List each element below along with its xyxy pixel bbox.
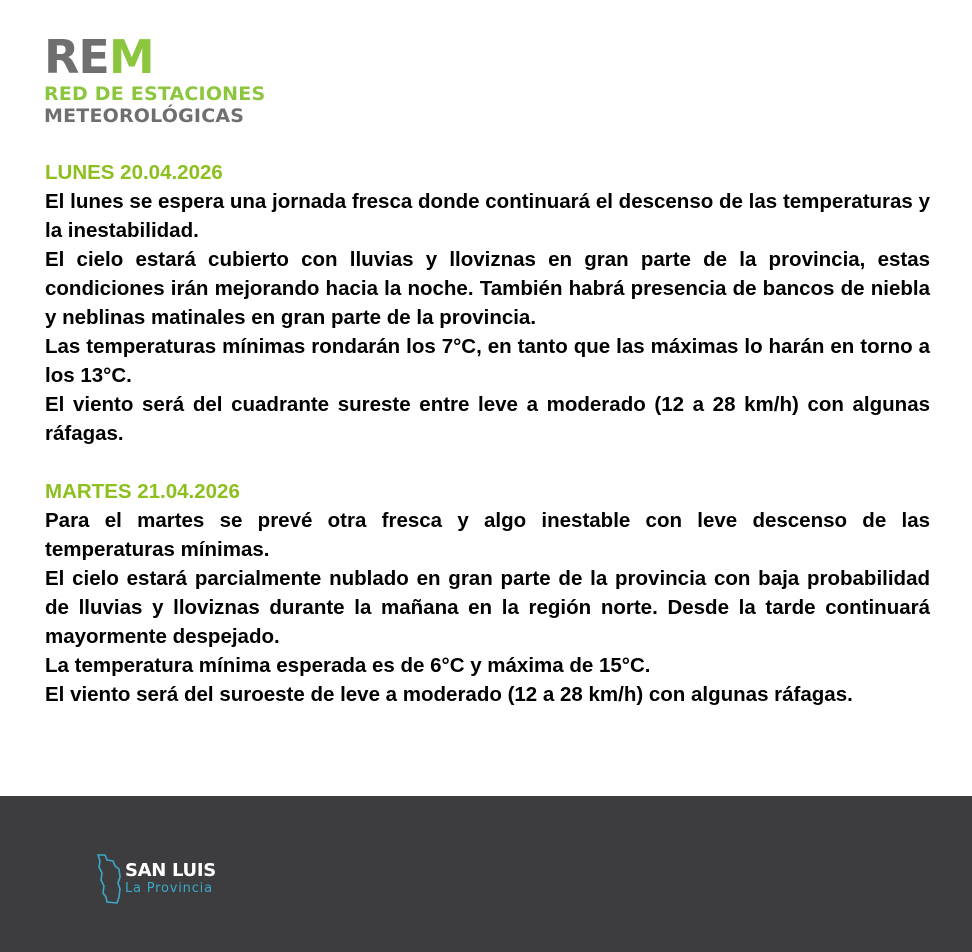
forecast-day-tuesday bbox=[45, 477, 930, 709]
province-subtitle: La Provincia bbox=[125, 881, 213, 896]
san-luis-map-icon bbox=[95, 853, 123, 905]
forecast-paragraph: El viento será del cuadrante sureste entre leve a moderado (12 a 28 km/h) con algunas ráfagas. bbox=[45, 393, 930, 445]
rem-logo-m: M bbox=[108, 30, 154, 84]
forecast-day-monday bbox=[45, 158, 930, 448]
forecast-paragraph: Las temperaturas mínimas rondarán los 7°C, en tanto que las máximas lo harán en torno a los 13°C. bbox=[45, 335, 930, 387]
day-heading: LUNES 20.04.2026 bbox=[45, 161, 223, 184]
rem-logo-line2: METEOROLÓGICAS bbox=[44, 105, 245, 127]
province-name: SAN LUIS bbox=[125, 860, 216, 881]
section-spacer bbox=[45, 448, 930, 477]
forecast-paragraph: El cielo estará cubierto con lluvias y lloviznas en gran parte de la provincia, estas condiciones irán mejorando hacia la noche. También habrá presencia de bancos de niebla y neblinas matinales en gran parte de la provincia. bbox=[45, 248, 930, 329]
forecast-content bbox=[45, 158, 930, 709]
footer-bar bbox=[0, 796, 972, 952]
rem-logo-re: RE bbox=[44, 30, 109, 84]
san-luis-logo bbox=[95, 853, 225, 905]
forecast-paragraph: El lunes se espera una jornada fresca donde continuará el descenso de las temperaturas y la inestabilidad. bbox=[45, 190, 930, 242]
forecast-paragraph: El cielo estará parcialmente nublado en gran parte de la provincia con baja probabilidad de lluvias y lloviznas durante la mañana en la región norte. Desde la tarde continuará mayormente despejado. bbox=[45, 567, 930, 648]
forecast-paragraph: Para el martes se prevé otra fresca y algo inestable con leve descenso de las temperaturas mínimas. bbox=[45, 509, 930, 561]
rem-logo bbox=[44, 30, 266, 127]
forecast-paragraph: La temperatura mínima esperada es de 6°C y máxima de 15°C. bbox=[45, 654, 651, 677]
rem-logo-line1: RED DE ESTACIONES bbox=[44, 83, 266, 105]
forecast-paragraph: El viento será del suroeste de leve a moderado (12 a 28 km/h) con algunas ráfagas. bbox=[45, 683, 853, 706]
rem-logo-mark bbox=[44, 30, 265, 84]
day-heading: MARTES 21.04.2026 bbox=[45, 480, 240, 503]
